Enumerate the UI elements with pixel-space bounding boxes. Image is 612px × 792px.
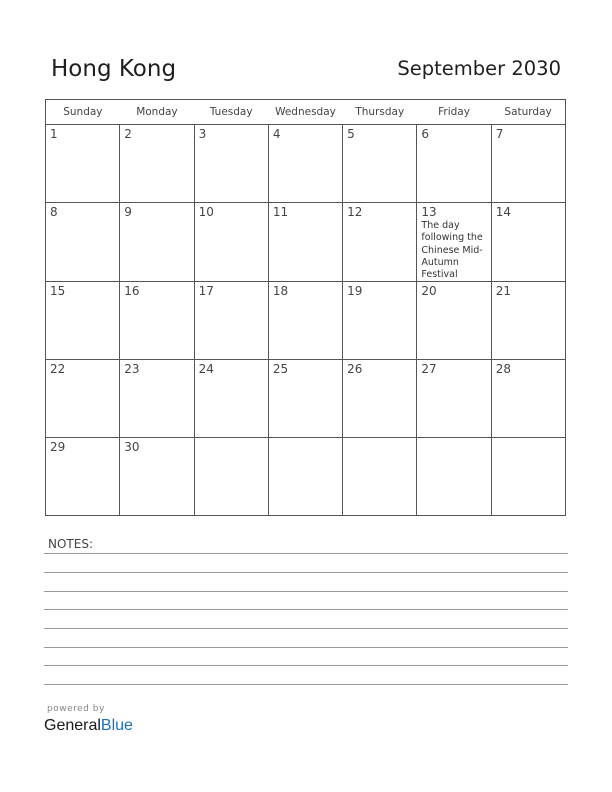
weekday-saturday: Saturday [491,100,565,125]
day-number: 23 [124,362,140,377]
powered-by-text: powered by [47,704,105,714]
notes-line [44,553,568,554]
day-number: 9 [124,205,132,219]
day-cell [46,125,120,203]
day-number: 5 [347,127,355,141]
notes-line [44,628,568,629]
day-cell [46,438,120,516]
day-cell [120,438,194,516]
day-number: 25 [272,362,289,377]
day-number: 17 [198,284,214,299]
day-number: 12 [347,205,363,219]
day-number: 6 [421,127,430,141]
day-number: 13 [421,205,437,219]
day-cell [194,438,268,516]
day-number: 8 [50,205,58,219]
day-number: 19 [347,284,363,299]
day-number: 18 [272,284,289,299]
day-number: 28 [495,362,511,377]
week-row [46,125,566,203]
day-cell [46,282,120,360]
day-cell [417,282,491,360]
day-cell [417,125,491,203]
day-number: 20 [421,284,437,299]
brand-logo[interactable] [44,717,133,735]
day-number: 22 [50,362,66,377]
holiday-label: The day following the Chinese Mid-Autumn Festival [421,220,483,281]
weekday-wednesday: Wednesday [268,100,342,125]
day-cell [194,360,268,438]
day-number: 14 [495,205,511,219]
day-number: 21 [495,284,511,299]
day-number: 1 [50,127,58,141]
day-number: 29 [50,440,66,455]
day-cell [417,438,491,516]
day-cell [417,360,491,438]
brand-name-part2: Blue [100,717,133,734]
weekday-tuesday: Tuesday [194,100,268,125]
day-cell [194,282,268,360]
day-number: 11 [272,205,289,219]
day-number: 3 [198,127,207,141]
day-cell [417,203,491,282]
day-cell [46,203,120,282]
weekday-monday: Monday [120,100,194,125]
weekday-sunday: Sunday [46,100,120,125]
day-cell [491,360,565,438]
day-number: 24 [198,362,214,377]
day-cell [120,282,194,360]
notes-line [44,609,568,610]
week-row [46,360,566,438]
day-number: 7 [495,127,504,141]
day-number: 4 [272,127,281,141]
day-cell [343,438,417,516]
notes-line [44,684,568,685]
day-cell [46,360,120,438]
day-cell [343,203,417,282]
day-number: 10 [198,205,214,219]
day-cell [194,203,268,282]
day-cell [120,203,194,282]
day-cell [268,125,342,203]
region-title: Hong Kong [51,56,177,82]
notes-line [44,665,568,666]
day-number: 16 [124,284,140,299]
day-cell [491,203,565,282]
notes-line [44,572,568,573]
day-cell [343,125,417,203]
calendar-grid [45,99,566,516]
day-cell [268,360,342,438]
day-cell [343,282,417,360]
weekday-friday: Friday [417,100,491,125]
day-cell [268,203,342,282]
day-number: 15 [50,284,66,299]
day-cell [491,125,565,203]
day-cell [491,282,565,360]
day-cell [343,360,417,438]
notes-line [44,591,568,592]
day-cell [268,438,342,516]
brand-name-part1: General [44,717,101,734]
day-cell [120,125,194,203]
week-row [46,282,566,360]
notes-line [44,647,568,648]
weekday-header-row [46,100,566,125]
week-row [46,438,566,516]
month-title: September 2030 [397,57,561,80]
day-number: 2 [124,127,132,141]
day-number: 26 [347,362,363,377]
day-cell [194,125,268,203]
weekday-thursday: Thursday [343,100,417,125]
week-row [46,203,566,282]
day-number: 27 [421,362,437,377]
day-cell [268,282,342,360]
day-cell [120,360,194,438]
day-cell [491,438,565,516]
day-number: 30 [124,440,140,455]
notes-label: NOTES: [48,537,93,551]
